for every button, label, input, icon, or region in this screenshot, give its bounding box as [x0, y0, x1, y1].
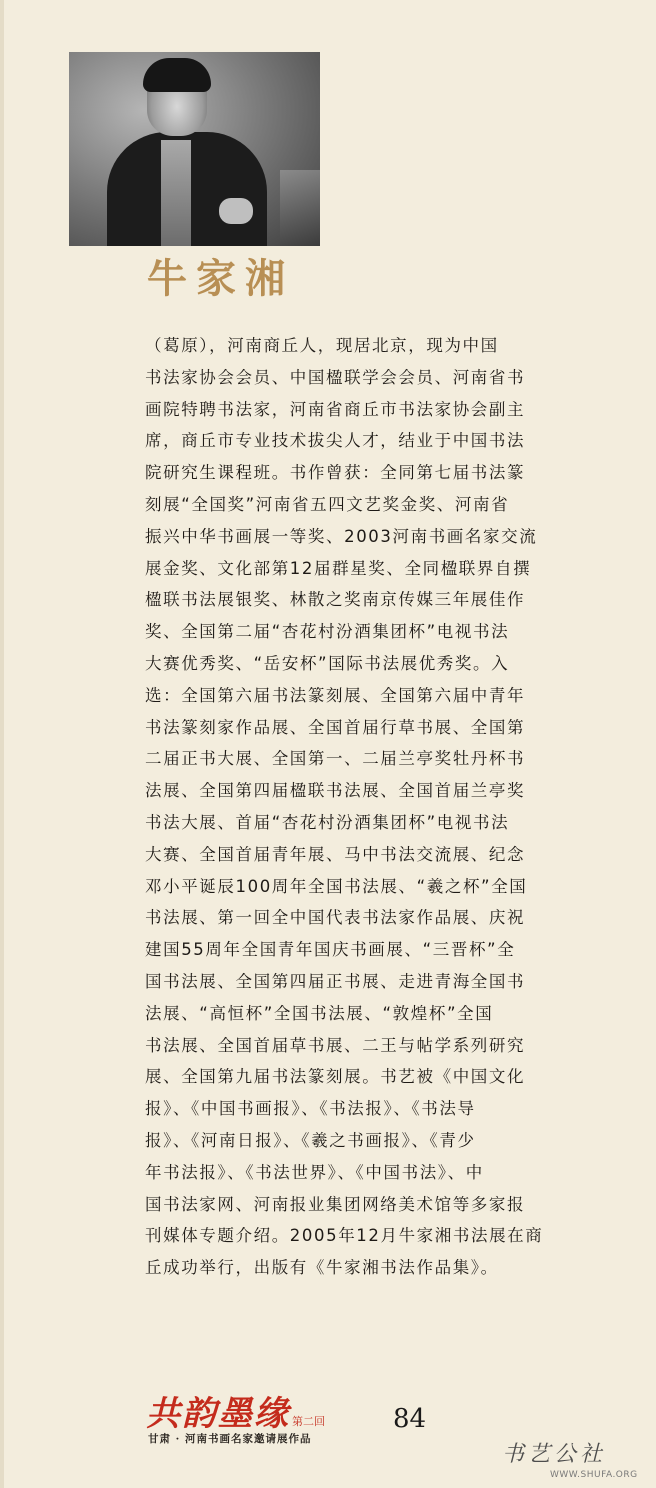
portrait-photo — [69, 52, 320, 246]
watermark-url: WWW.SHUFA.ORG — [550, 1470, 638, 1480]
page-edge — [0, 0, 4, 1488]
page-number: 84 — [393, 1404, 427, 1434]
site-watermark — [496, 1437, 656, 1488]
watermark-text: 书艺公社 — [502, 1442, 607, 1467]
exhibition-logo-title: 共韵墨缘 — [146, 1394, 290, 1434]
photo-figure-hair — [143, 58, 211, 92]
artist-biography: （葛原），河南商丘人，现居北京，现为中国 书法家协会会员、中国楹联学会会员、河南省书 画院特聘书法家，河南省商丘市书法家协会副主 席，商丘市专业技术拔尖人才，结业于中国书法 院研究生课程班。书作曾获：全同第七届书法篆 刻展“全国奖”河南省五四文艺奖金奖、河南省 振兴中华书画展一等奖、2003河南书画名家交流 展金奖、文化部第12届群星奖、全同楹联界自撰 楹联书法展银奖、林散之奖南京传媒三年展佳作 奖、全国第二届“杏花村汾酒集团杯”电视书法 大赛优秀奖、“岳安杯”国际书法展优秀奖。入 选：全国第六届书法篆刻展、全国第六届中青年 书法篆刻家作品展、全国首届行草书展、全国第 二届正书大展、全国第一、二届兰亭奖牡丹杯书 法展、全国第四届楹联书法展、全国首届兰亭奖 书法大展、首届“杏花村汾酒集团杯”电视书法 大赛、全国首届青年展、马中书法交流展、纪念 邓小平诞辰100周年全国书法展、“羲之杯”全国 书法展、第一回全中国代表书法家作品展、庆祝 建国55周年全国青年国庆书画展、“三晋杯”全 国书法展、全国第四届正书展、走进青海全国书 法展、“高恒杯”全国书法展、“敦煌杯”全国 书法展、全国首届草书展、二王与帖学系列研究 展、全国第九届书法篆刻展。书艺被《中国文化 报》、《中国书画报》、《书法报》、《书法导 报》、《河南日报》、《羲之书画报》、《青少 年书法报》、《书法世界》、《中国书法》、中 国书法家网、河南报业集团网络美术馆等多家报 刊媒体专题介绍。2005年12月牛家湘书法展在商 丘成功举行，出版有《牛家湘书法作品集》。 — [145, 336, 544, 1278]
exhibition-subtitle: 甘肃 · 河南书画名家邀请展作品 — [148, 1433, 312, 1445]
exhibition-issue: 第二回 — [292, 1415, 325, 1428]
photo-rock — [280, 170, 320, 246]
artist-name: 牛家湘 — [147, 255, 294, 302]
photo-figure-shirt — [161, 140, 191, 246]
photo-figure-hand — [219, 198, 253, 224]
exhibition-logo — [146, 1394, 325, 1434]
